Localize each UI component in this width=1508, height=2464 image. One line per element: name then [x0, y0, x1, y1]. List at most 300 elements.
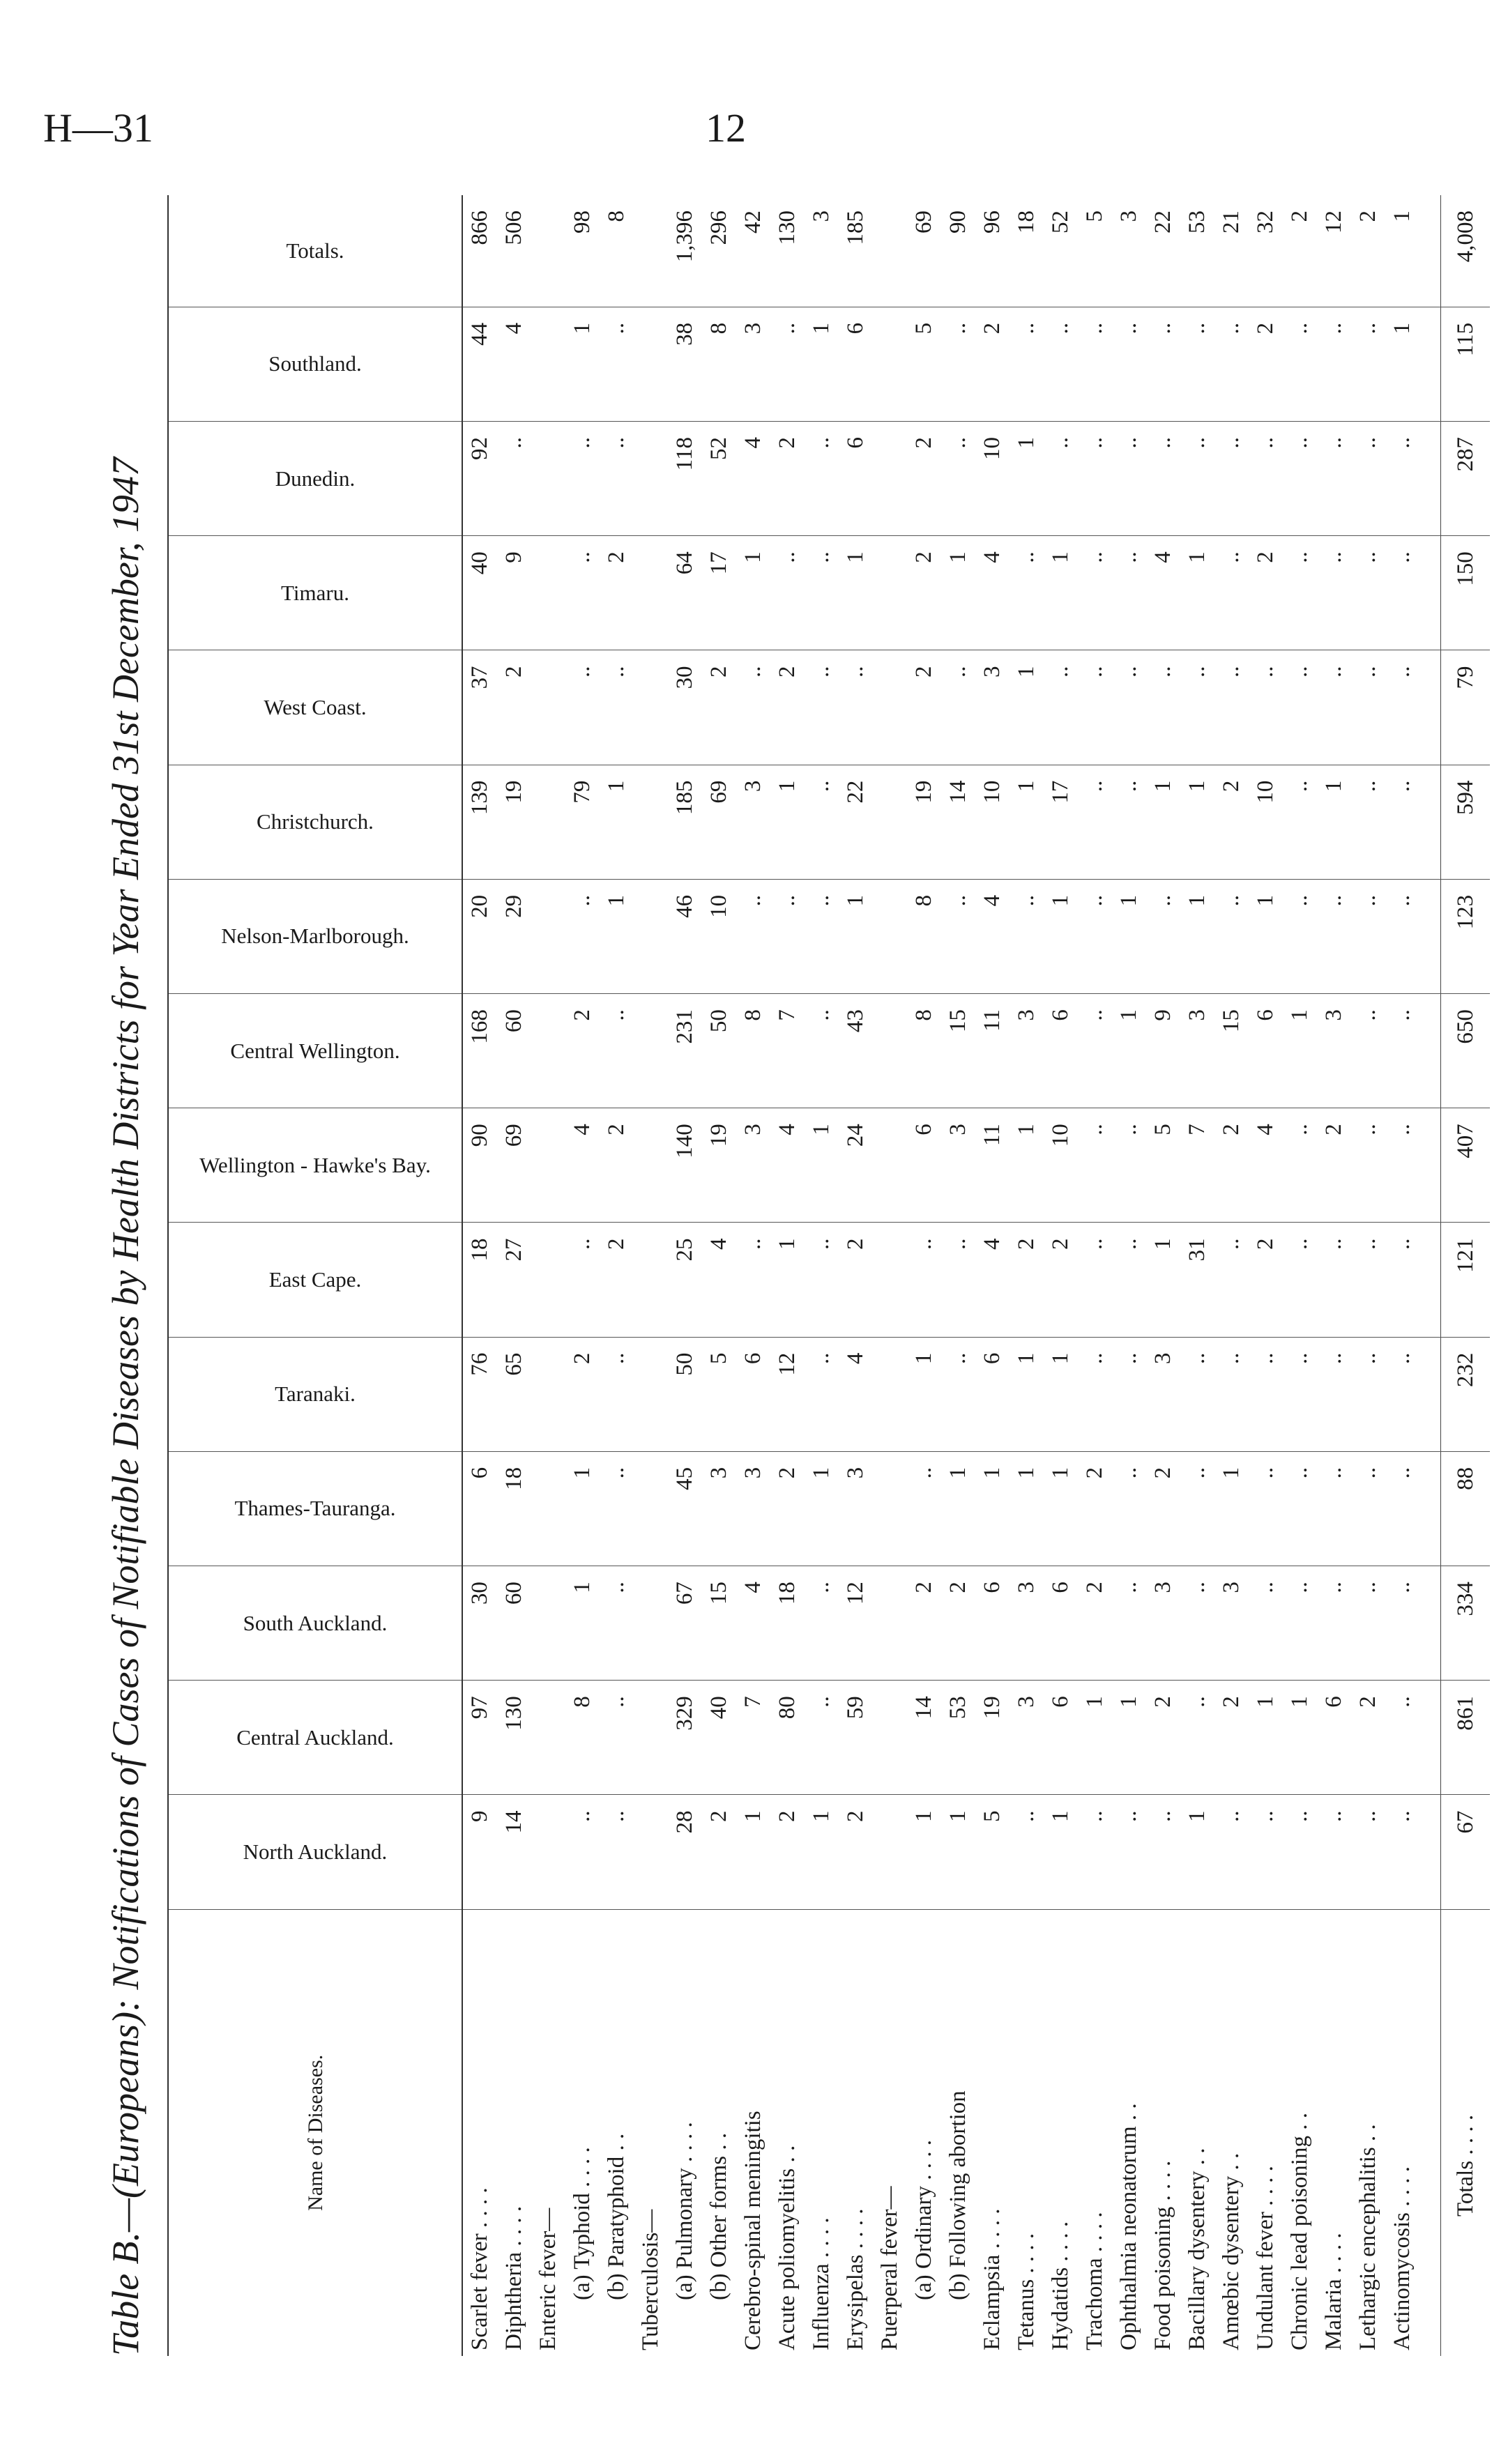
count-cell: 28 — [668, 1795, 702, 1909]
count-cell: .. — [1078, 765, 1112, 879]
count-cell: .. — [565, 650, 600, 765]
count-cell: 1 — [1044, 1795, 1078, 1909]
count-cell — [531, 1795, 565, 1909]
disease-name: Bacillary dysentery . . — [1185, 2148, 1210, 2350]
page-reference: H—31 — [43, 105, 153, 151]
count-cell: 2 — [770, 1451, 805, 1566]
count-cell — [531, 1223, 565, 1337]
count-cell: .. — [1283, 536, 1317, 650]
district-header — [168, 1451, 462, 1566]
count-cell: 69 — [497, 1108, 531, 1223]
count-cell: .. — [1351, 1108, 1385, 1223]
count-cell: 12 — [839, 1566, 873, 1681]
count-cell: .. — [941, 650, 975, 765]
count-cell: 20 — [462, 879, 497, 993]
count-cell: .. — [1112, 307, 1146, 421]
count-cell — [634, 422, 668, 536]
count-cell: .. — [1214, 422, 1249, 536]
count-cell: .. — [600, 1451, 634, 1566]
count-cell: .. — [805, 1566, 839, 1681]
disease-name: Actinomycosis . . . . — [1389, 2166, 1415, 2350]
count-cell: .. — [770, 307, 805, 421]
district-header — [168, 1681, 462, 1795]
count-cell: .. — [600, 1795, 634, 1909]
notifiable-diseases-table — [167, 195, 1490, 2356]
count-cell: 30 — [668, 650, 702, 765]
count-cell: 25 — [668, 1223, 702, 1337]
count-cell: 1 — [1283, 994, 1317, 1108]
count-cell: .. — [1317, 650, 1351, 765]
district-total-cell: 121 — [1441, 1223, 1491, 1337]
count-cell: 15 — [1214, 994, 1249, 1108]
count-cell: 3 — [736, 1451, 770, 1566]
count-cell: 59 — [839, 1681, 873, 1795]
district-total-cell: 4,008 — [1441, 195, 1491, 307]
disease-name: Scarlet fever . . . . — [467, 2187, 492, 2350]
count-cell: .. — [805, 422, 839, 536]
count-cell: 1 — [1010, 1108, 1044, 1223]
count-cell: .. — [1351, 1795, 1385, 1909]
count-cell: .. — [600, 994, 634, 1108]
count-cell: .. — [1112, 422, 1146, 536]
count-cell: 1 — [805, 307, 839, 421]
count-cell: .. — [1146, 1795, 1180, 1909]
count-cell — [873, 650, 907, 765]
district-header — [168, 1566, 462, 1681]
row-total-cell: 8 — [600, 195, 634, 307]
count-cell: .. — [600, 422, 634, 536]
table-row — [1249, 195, 1283, 2356]
table-row — [1010, 195, 1044, 2356]
count-cell: .. — [1078, 307, 1112, 421]
row-total-cell: 42 — [736, 195, 770, 307]
count-cell: 1 — [600, 879, 634, 993]
count-cell: .. — [1249, 650, 1283, 765]
count-cell: 3 — [1146, 1337, 1180, 1451]
count-cell: 2 — [1249, 307, 1283, 421]
spacer-row — [1419, 195, 1441, 2356]
row-total-cell: 866 — [462, 195, 497, 307]
count-cell: .. — [1351, 765, 1385, 879]
spacer-cell — [1419, 1337, 1441, 1451]
count-cell: .. — [1351, 1451, 1385, 1566]
count-cell: 2 — [1214, 1108, 1249, 1223]
count-cell: 7 — [1180, 1108, 1214, 1223]
disease-name: Lethargic encephalitis . . — [1355, 2124, 1380, 2350]
count-cell: 14 — [941, 765, 975, 879]
spacer-cell — [1419, 994, 1441, 1108]
count-cell: 2 — [907, 1566, 941, 1681]
count-cell: 1 — [770, 1223, 805, 1337]
count-cell: 2 — [600, 536, 634, 650]
count-cell: .. — [1078, 422, 1112, 536]
table-row — [805, 195, 839, 2356]
spacer-cell — [1419, 1795, 1441, 1909]
count-cell — [873, 536, 907, 650]
count-cell: .. — [1214, 1223, 1249, 1337]
count-cell: 1 — [565, 307, 600, 421]
count-cell: .. — [1044, 307, 1078, 421]
count-cell: 1 — [1317, 765, 1351, 879]
row-total-cell: 185 — [839, 195, 873, 307]
table-row — [907, 195, 941, 2356]
count-cell: .. — [805, 536, 839, 650]
count-cell: .. — [1180, 1566, 1214, 1681]
count-cell: 4 — [1146, 536, 1180, 650]
count-cell: .. — [1283, 307, 1317, 421]
count-cell — [531, 1566, 565, 1681]
count-cell: 8 — [702, 307, 736, 421]
count-cell: 2 — [1010, 1223, 1044, 1337]
count-cell: .. — [565, 536, 600, 650]
district-header-label: Dunedin. — [275, 466, 356, 491]
count-cell: .. — [1385, 765, 1419, 879]
count-cell: .. — [600, 1681, 634, 1795]
disease-name: Malaria . . . . — [1321, 2233, 1346, 2350]
count-cell — [873, 879, 907, 993]
count-cell: 15 — [702, 1566, 736, 1681]
count-cell: 3 — [702, 1451, 736, 1566]
count-cell: .. — [497, 422, 531, 536]
count-cell — [531, 536, 565, 650]
count-cell: 4 — [565, 1108, 600, 1223]
count-cell: 1 — [805, 1795, 839, 1909]
count-cell: 2 — [1078, 1566, 1112, 1681]
count-cell: 50 — [702, 994, 736, 1108]
count-cell: .. — [1214, 307, 1249, 421]
spacer-cell — [1419, 1223, 1441, 1337]
count-cell: 11 — [975, 1108, 1010, 1223]
count-cell: .. — [1283, 879, 1317, 993]
count-cell — [634, 1451, 668, 1566]
district-header — [168, 650, 462, 765]
count-cell: .. — [1385, 1795, 1419, 1909]
count-cell: .. — [1283, 1108, 1317, 1223]
table-row — [975, 195, 1010, 2356]
count-cell: 19 — [497, 765, 531, 879]
count-cell: .. — [565, 1223, 600, 1337]
table-body — [462, 195, 1490, 2356]
count-cell: 6 — [839, 422, 873, 536]
count-cell: .. — [1214, 879, 1249, 993]
count-cell: 43 — [839, 994, 873, 1108]
table-row — [531, 195, 565, 2356]
count-cell: .. — [1385, 1337, 1419, 1451]
count-cell: 2 — [1351, 1681, 1385, 1795]
count-cell: .. — [1317, 1223, 1351, 1337]
count-cell: 1 — [1180, 765, 1214, 879]
count-cell — [873, 1681, 907, 1795]
count-cell: 14 — [497, 1795, 531, 1909]
count-cell: 6 — [907, 1108, 941, 1223]
count-cell: 4 — [736, 422, 770, 536]
district-header-label: South Auckland. — [243, 1610, 388, 1635]
row-total-cell: 506 — [497, 195, 531, 307]
count-cell: 4 — [736, 1566, 770, 1681]
disease-name: Tuberculosis— — [638, 2209, 663, 2350]
count-cell: 1 — [975, 1451, 1010, 1566]
count-cell — [531, 994, 565, 1108]
row-total-cell: 5 — [1078, 195, 1112, 307]
district-total-cell: 594 — [1441, 765, 1491, 879]
disease-name: Enteric fever— — [535, 2207, 561, 2350]
count-cell: .. — [1385, 994, 1419, 1108]
count-cell: .. — [1112, 1795, 1146, 1909]
count-cell: 10 — [702, 879, 736, 993]
spacer-cell — [1419, 650, 1441, 765]
count-cell: 5 — [907, 307, 941, 421]
count-cell: 2 — [1214, 1681, 1249, 1795]
count-cell: 40 — [702, 1681, 736, 1795]
table-row — [1146, 195, 1180, 2356]
district-total-cell: 407 — [1441, 1108, 1491, 1223]
count-cell: 10 — [975, 422, 1010, 536]
table-row — [1044, 195, 1078, 2356]
row-total-cell: 296 — [702, 195, 736, 307]
count-cell: 6 — [839, 307, 873, 421]
count-cell: 90 — [462, 1108, 497, 1223]
count-cell: .. — [1351, 994, 1385, 1108]
count-cell: 3 — [975, 650, 1010, 765]
column-header-row — [168, 195, 462, 2356]
count-cell: 4 — [1249, 1108, 1283, 1223]
count-cell — [873, 1795, 907, 1909]
count-cell: 5 — [702, 1337, 736, 1451]
count-cell: 8 — [565, 1681, 600, 1795]
table-title: Table B.—(Europeans): Notifications of Cases of Notifiable Diseases by Health Districts for Year Ended 31st December, 1947 — [105, 457, 146, 2356]
count-cell: 1 — [1146, 1223, 1180, 1337]
count-cell: .. — [600, 307, 634, 421]
spacer-cell — [1419, 879, 1441, 993]
count-cell: 1 — [600, 765, 634, 879]
count-cell: 1 — [839, 879, 873, 993]
count-cell: 46 — [668, 879, 702, 993]
count-cell: 92 — [462, 422, 497, 536]
count-cell: 1 — [1385, 307, 1419, 421]
count-cell: .. — [1317, 1451, 1351, 1566]
disease-name: Food poisoning . . . . — [1150, 2160, 1175, 2350]
count-cell: 7 — [770, 994, 805, 1108]
count-cell: 1 — [736, 1795, 770, 1909]
disease-name: Puerperal fever— — [877, 2186, 902, 2350]
count-cell: .. — [1385, 1451, 1419, 1566]
count-cell: 6 — [462, 1451, 497, 1566]
district-total-cell: 287 — [1441, 422, 1491, 536]
count-cell: .. — [1283, 1451, 1317, 1566]
row-total-cell: 32 — [1249, 195, 1283, 307]
district-total-cell: 861 — [1441, 1681, 1491, 1795]
count-cell: 2 — [600, 1108, 634, 1223]
count-cell — [873, 994, 907, 1108]
row-total-cell: 53 — [1180, 195, 1214, 307]
count-cell: .. — [565, 422, 600, 536]
count-cell: 1 — [565, 1451, 600, 1566]
count-cell: .. — [1078, 1223, 1112, 1337]
count-cell: 6 — [975, 1566, 1010, 1681]
count-cell: 2 — [839, 1795, 873, 1909]
count-cell: 15 — [941, 994, 975, 1108]
count-cell: 29 — [497, 879, 531, 993]
disease-name: (b) Other forms . . — [706, 2132, 731, 2300]
disease-name: Acute poliomyelitis . . — [775, 2145, 800, 2350]
count-cell: .. — [1214, 536, 1249, 650]
disease-name: Eclampsia . . . . — [980, 2208, 1005, 2350]
count-cell: .. — [565, 879, 600, 993]
count-cell: 1 — [1214, 1451, 1249, 1566]
count-cell: 1 — [736, 536, 770, 650]
count-cell: .. — [1146, 879, 1180, 993]
count-cell: 18 — [497, 1451, 531, 1566]
count-cell: 1 — [839, 536, 873, 650]
row-total-cell: 3 — [1112, 195, 1146, 307]
count-cell: 1 — [1044, 536, 1078, 650]
district-header — [168, 1108, 462, 1223]
count-cell: .. — [941, 422, 975, 536]
district-header — [168, 879, 462, 993]
disease-name: Undulant fever . . . . — [1253, 2166, 1278, 2350]
count-cell: .. — [1044, 422, 1078, 536]
spacer-cell — [1419, 307, 1441, 421]
table-row — [941, 195, 975, 2356]
district-total-cell: 334 — [1441, 1566, 1491, 1681]
count-cell: .. — [1078, 1337, 1112, 1451]
count-cell: 60 — [497, 994, 531, 1108]
count-cell: .. — [1078, 1108, 1112, 1223]
count-cell: 2 — [497, 650, 531, 765]
row-total-cell — [634, 195, 668, 307]
count-cell: 22 — [839, 765, 873, 879]
count-cell: .. — [1078, 1795, 1112, 1909]
count-cell — [873, 1337, 907, 1451]
disease-name-header: Name of Diseases. — [168, 1909, 462, 2356]
page-number: 12 — [706, 105, 746, 151]
count-cell: 2 — [1146, 1451, 1180, 1566]
district-header — [168, 1223, 462, 1337]
count-cell: .. — [1351, 1337, 1385, 1451]
count-cell: 329 — [668, 1681, 702, 1795]
count-cell: 1 — [1146, 765, 1180, 879]
count-cell: 19 — [975, 1681, 1010, 1795]
district-total-cell: 115 — [1441, 307, 1491, 421]
count-cell: 1 — [1180, 1795, 1214, 1909]
count-cell: .. — [1249, 1337, 1283, 1451]
count-cell: .. — [1112, 650, 1146, 765]
disease-name: Trachoma . . . . — [1082, 2212, 1107, 2350]
count-cell: .. — [1385, 422, 1419, 536]
count-cell — [634, 307, 668, 421]
count-cell — [531, 1337, 565, 1451]
spacer-cell — [1419, 422, 1441, 536]
count-cell — [873, 1566, 907, 1681]
spacer-cell — [1419, 1108, 1441, 1223]
table-row — [1214, 195, 1249, 2356]
count-cell — [531, 879, 565, 993]
count-cell: .. — [1317, 1566, 1351, 1681]
table-row — [839, 195, 873, 2356]
district-total-cell: 150 — [1441, 536, 1491, 650]
count-cell: .. — [736, 879, 770, 993]
count-cell: 1 — [1112, 1681, 1146, 1795]
count-cell — [531, 765, 565, 879]
count-cell — [634, 879, 668, 993]
count-cell: .. — [1385, 879, 1419, 993]
count-cell — [634, 1795, 668, 1909]
count-cell: 2 — [839, 1223, 873, 1337]
count-cell — [531, 1681, 565, 1795]
count-cell: 19 — [702, 1108, 736, 1223]
spacer-cell — [1419, 1681, 1441, 1795]
district-header-label: West Coast. — [264, 695, 367, 720]
count-cell: 1 — [1112, 879, 1146, 993]
count-cell: 231 — [668, 994, 702, 1108]
count-cell: 118 — [668, 422, 702, 536]
count-cell: 6 — [1044, 994, 1078, 1108]
count-cell: .. — [1112, 536, 1146, 650]
count-cell: .. — [1180, 1451, 1214, 1566]
disease-name: Ophthalmia neonatorum . . — [1116, 2103, 1141, 2350]
count-cell: 1 — [941, 536, 975, 650]
district-total-cell: 88 — [1441, 1451, 1491, 1566]
count-cell — [634, 1108, 668, 1223]
count-cell: .. — [1010, 536, 1044, 650]
count-cell: 18 — [462, 1223, 497, 1337]
count-cell: .. — [907, 1451, 941, 1566]
count-cell: .. — [1180, 307, 1214, 421]
count-cell: .. — [1385, 650, 1419, 765]
count-cell: 45 — [668, 1451, 702, 1566]
row-total-cell: 3 — [805, 195, 839, 307]
disease-name: (a) Pulmonary . . . . — [672, 2122, 697, 2300]
count-cell — [873, 765, 907, 879]
disease-name: Erysipelas . . . . — [843, 2208, 868, 2350]
count-cell: .. — [600, 650, 634, 765]
count-cell: 168 — [462, 994, 497, 1108]
disease-name: Chronic lead poisoning . . — [1287, 2113, 1312, 2350]
row-total-cell: 52 — [1044, 195, 1078, 307]
count-cell: 1 — [805, 1108, 839, 1223]
count-cell: .. — [1078, 879, 1112, 993]
count-cell: 8 — [907, 879, 941, 993]
count-cell: 2 — [565, 1337, 600, 1451]
count-cell: .. — [565, 1795, 600, 1909]
table-row — [600, 195, 634, 2356]
count-cell: 5 — [1146, 1108, 1180, 1223]
count-cell: 1 — [1010, 1337, 1044, 1451]
row-total-cell: 130 — [770, 195, 805, 307]
disease-name: Diphtheria . . . . — [501, 2205, 526, 2350]
disease-name: Amœbic dysentery . . — [1219, 2152, 1244, 2350]
district-total-cell: 67 — [1441, 1795, 1491, 1909]
disease-name: Cerebro-spinal meningitis — [740, 2111, 766, 2350]
count-cell: 1 — [805, 1451, 839, 1566]
count-cell — [531, 422, 565, 536]
count-cell: .. — [1317, 879, 1351, 993]
count-cell: .. — [805, 1337, 839, 1451]
count-cell: .. — [600, 1566, 634, 1681]
count-cell: 1 — [941, 1451, 975, 1566]
count-cell: 1 — [1044, 1337, 1078, 1451]
disease-name: (b) Following abortion — [945, 2090, 970, 2300]
count-cell — [531, 1108, 565, 1223]
count-cell: .. — [770, 536, 805, 650]
count-cell: 2 — [702, 650, 736, 765]
count-cell: 18 — [770, 1566, 805, 1681]
table-row — [634, 195, 668, 2356]
count-cell: .. — [1112, 765, 1146, 879]
district-header-label: Taranaki. — [275, 1382, 356, 1407]
count-cell: .. — [1249, 1451, 1283, 1566]
count-cell: 64 — [668, 536, 702, 650]
